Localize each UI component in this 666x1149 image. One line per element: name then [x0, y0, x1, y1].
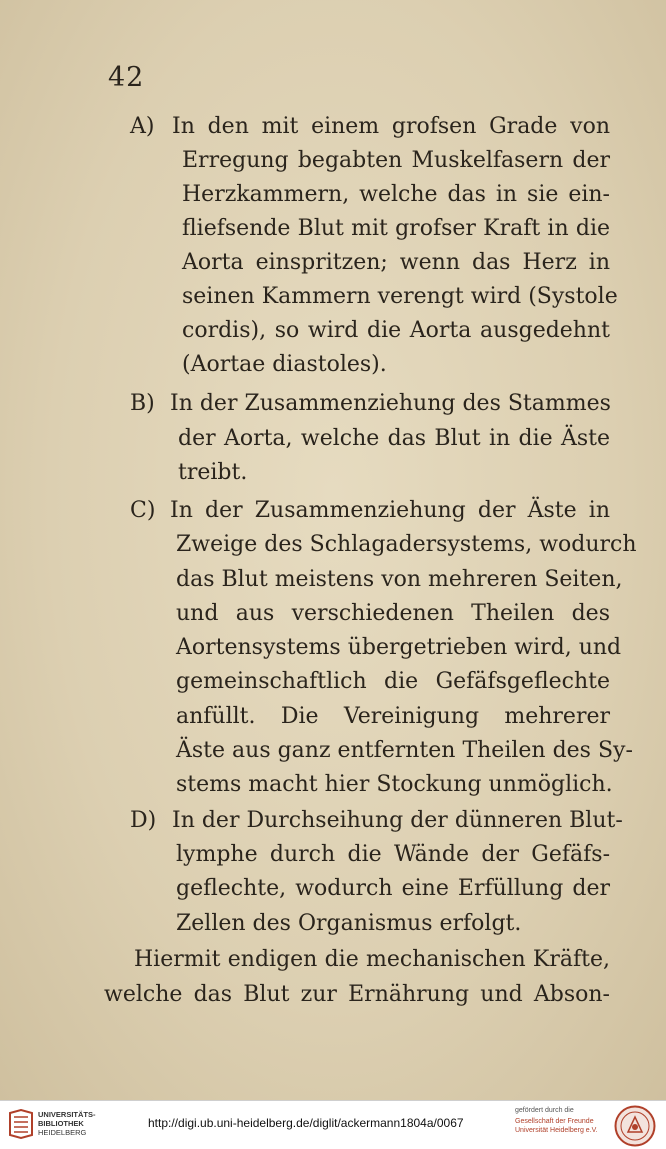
society-name — [515, 1117, 598, 1135]
text-line: anfüllt. Die Vereinigung mehrerer — [176, 704, 610, 729]
text-line: Erregung begabten Muskelfasern der — [182, 148, 610, 173]
university-library-logo-icon — [8, 1109, 34, 1139]
item-marker-c: C) — [130, 498, 156, 523]
text-line: Hiermit endigen die mechanischen Kräfte, — [134, 947, 610, 972]
text-line: In der Durchseihung der dünneren Blut- — [172, 808, 623, 833]
text-line: stems macht hier Stockung unmöglich. — [176, 772, 613, 797]
text-line: und aus verschiedenen Theilen des — [176, 601, 610, 626]
source-url-link[interactable]: http://digi.ub.uni-heidelberg.de/diglit/ackermann1804a/0067 — [148, 1116, 464, 1130]
text-line: seinen Kammern verengt wird (Systole — [182, 284, 618, 309]
text-line: Äste aus ganz entfernten Theilen des Sy- — [176, 738, 633, 763]
text-line: Zellen des Organismus erfolgt. — [176, 911, 522, 936]
text-line: Zweige des Schlagadersystems, wodurch — [176, 532, 637, 557]
text-line: lymphe durch die Wände der Gefäfs- — [176, 842, 610, 867]
text-line: In der Zusammenziehung des Stammes — [170, 391, 611, 416]
text-line: (Aortae diastoles). — [182, 352, 387, 377]
text-line: cordis), so wird die Aorta ausgedehnt — [182, 318, 610, 343]
text-line: der Aorta, welche das Blut in die Äste — [178, 426, 610, 451]
text-line: das Blut meistens von mehreren Seiten, — [176, 567, 623, 592]
society-name-line: Gesellschaft der Freunde — [515, 1118, 594, 1125]
text-line: gemeinschaftlich die Gefäfsgeflechte — [176, 669, 610, 694]
funded-by-text: gefördert durch die — [515, 1107, 574, 1114]
item-marker-d: D) — [130, 808, 157, 833]
digitization-footer — [0, 1100, 666, 1149]
item-marker-a: A) — [130, 114, 155, 139]
page-number: 42 — [108, 62, 145, 93]
item-marker-b: B) — [130, 391, 155, 416]
library-name-line: HEIDELBERG — [38, 1128, 87, 1137]
library-name — [38, 1110, 96, 1137]
university-seal-icon — [614, 1105, 656, 1147]
text-line: welche das Blut zur Ernährung und Abson- — [104, 982, 610, 1007]
library-name-line: UNIVERSITÄTS- — [38, 1110, 96, 1119]
text-line: Aorta einspritzen; wenn das Herz in — [182, 250, 610, 275]
text-line: fliefsende Blut mit grofser Kraft in die — [182, 216, 610, 241]
society-name-line: Universität Heidelberg e.V. — [515, 1127, 598, 1134]
text-line: In der Zusammenziehung der Äste in — [170, 498, 610, 523]
text-line: treibt. — [178, 460, 248, 485]
text-line: geflechte, wodurch eine Erfüllung der — [176, 876, 610, 901]
text-line: Herzkammern, welche das in sie ein- — [182, 182, 610, 207]
text-line: In den mit einem grofsen Grade von — [172, 114, 610, 139]
text-line: Aortensystems übergetrieben wird, und — [176, 635, 622, 660]
library-name-line: BIBLIOTHEK — [38, 1119, 84, 1128]
